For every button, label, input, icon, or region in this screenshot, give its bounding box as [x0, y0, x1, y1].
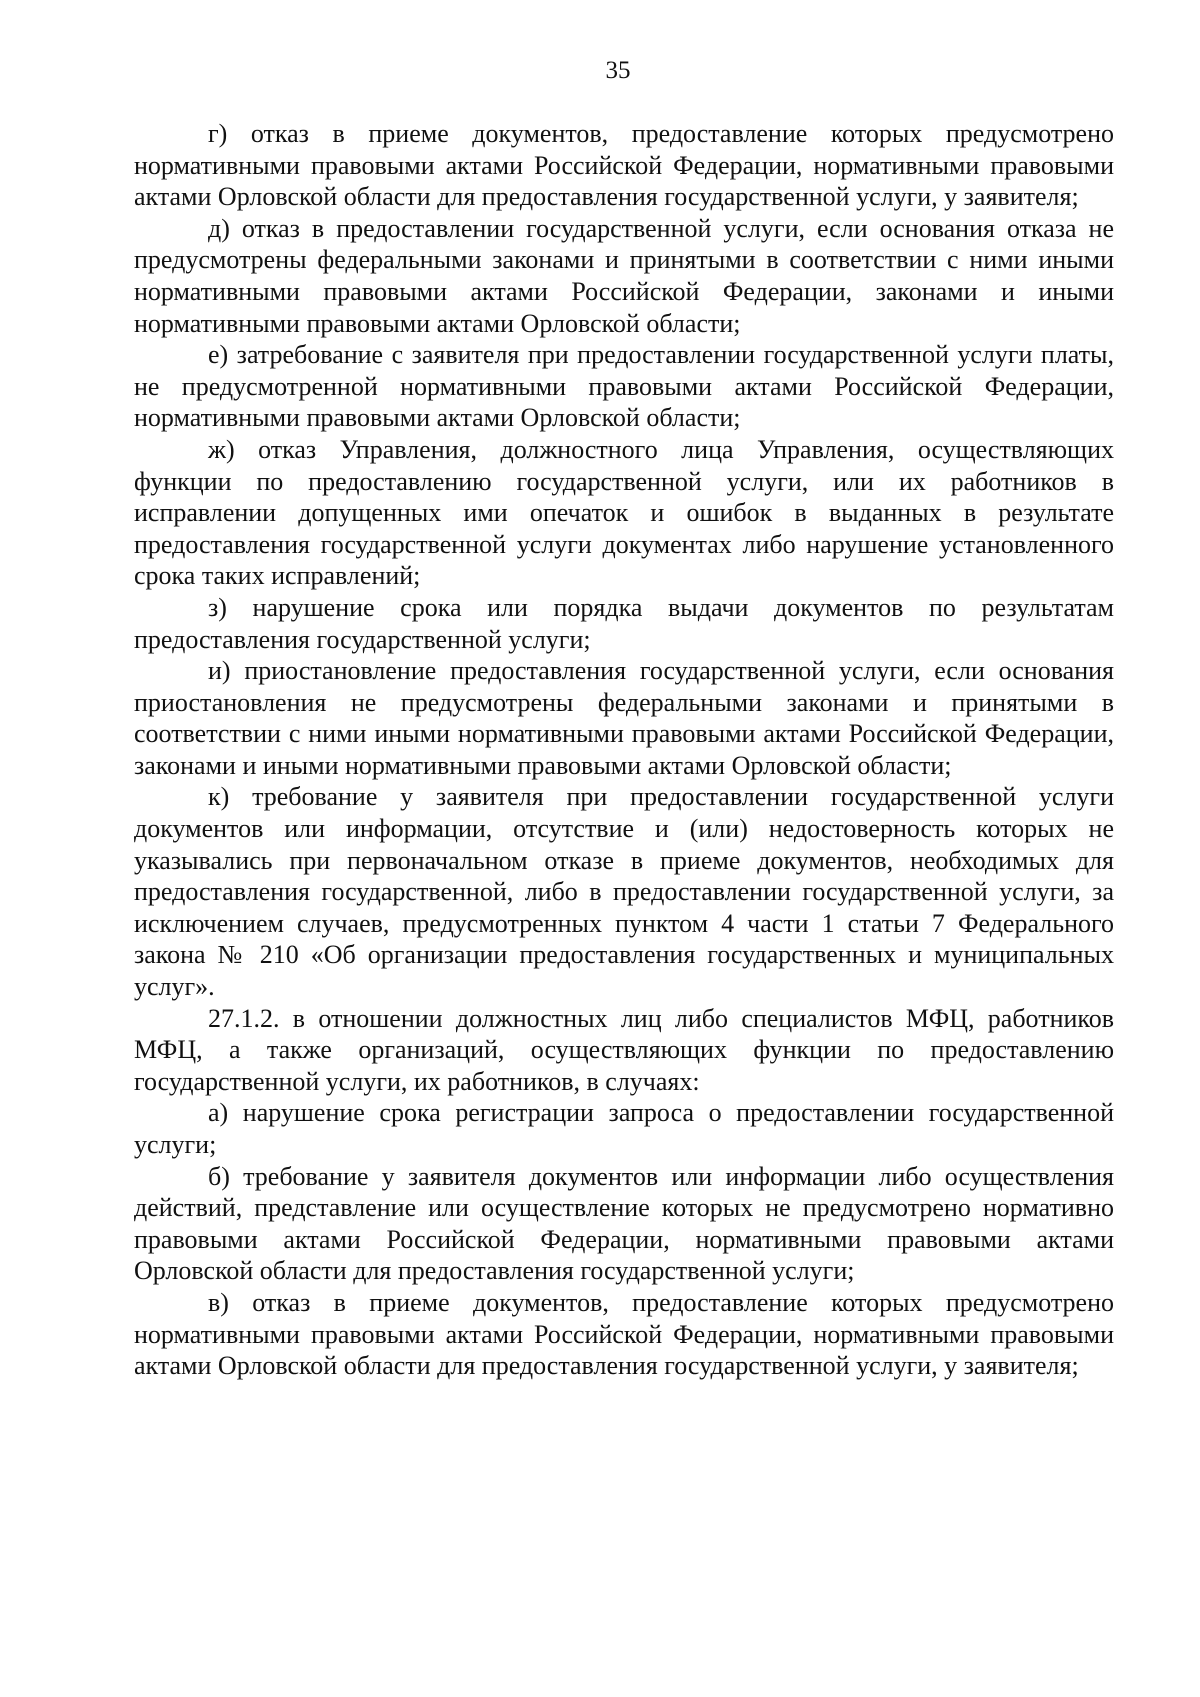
document-body	[134, 118, 1114, 1382]
paragraph-zh: ж) отказ Управления, должностного лица Управления, осуществляющих функции по предоставлению государственной услуги, или их работников в исправлении допущенных ими опечаток и ошибок в выданных в результате предоставления государственной услуги документах либо нарушение установленного срока таких исправлений;	[134, 434, 1114, 591]
paragraph-v: в) отказ в приеме документов, предоставление которых предусмотрено нормативными правовыми актами Российской Федерации, нормативными правовыми актами Орловской области для предоставления государственной услуги, у заявителя;	[134, 1287, 1114, 1381]
paragraph-d: д) отказ в предоставлении государственной услуги, если основания отказа не предусмотрены федеральными законами и принятыми в соответствии с ними иными нормативными правовыми актами Российской Федерации, законами и иными нормативными правовыми актами Орловской области;	[134, 213, 1114, 338]
paragraph-k: к) требование у заявителя при предоставлении государственной услуги документов или информации, отсутствие и (или) недостоверность которых не указывались при первоначальном отказе в приеме документов, необходимых для предоставления государственной, либо в предоставлении государственной услуги, за исключением случаев, предусмотренных пунктом 4 части 1 статьи 7 Федерального закона № 210 «Об организации предоставления государственных и муниципальных услуг».	[134, 782, 1114, 1002]
paragraph-a: а) нарушение срока регистрации запроса о предоставлении государственной услуги;	[134, 1098, 1114, 1159]
paragraph-27-1-2: 27.1.2. в отношении должностных лиц либо специалистов МФЦ, работников МФЦ, а также организаций, осуществляющих функции по предоставлению государственной услуги, их работников, в случаях:	[134, 1003, 1114, 1096]
paragraph-b: б) требование у заявителя документов или информации либо осуществления действий, представление или осуществление которых не предусмотрено нормативно правовыми актами Российской Федерации, нормативными правовыми актами Орловской области для предоставления государственной услуги;	[134, 1161, 1114, 1286]
paragraph-z: з) нарушение срока или порядка выдачи документов по результатам предоставления государственной услуги;	[134, 592, 1114, 654]
paragraph-g: г) отказ в приеме документов, предоставление которых предусмотрено нормативными правовыми актами Российской Федерации, нормативными правовыми актами Орловской области для предоставления государственной услуги, у заявителя;	[134, 119, 1114, 212]
paragraph-e: е) затребование с заявителя при предоставлении государственной услуги платы, не предусмотренной нормативными правовыми актами Российской Федерации, нормативными правовыми актами Орловской области;	[134, 340, 1114, 433]
paragraph-i: и) приостановление предоставления государственной услуги, если основания приостановления не предусмотрены федеральными законами и принятыми в соответствии с ними иными нормативными правовыми актами Российской Федерации, законами и иными нормативными правовыми актами Орловской области;	[134, 656, 1114, 780]
page-number: 35	[605, 57, 631, 84]
